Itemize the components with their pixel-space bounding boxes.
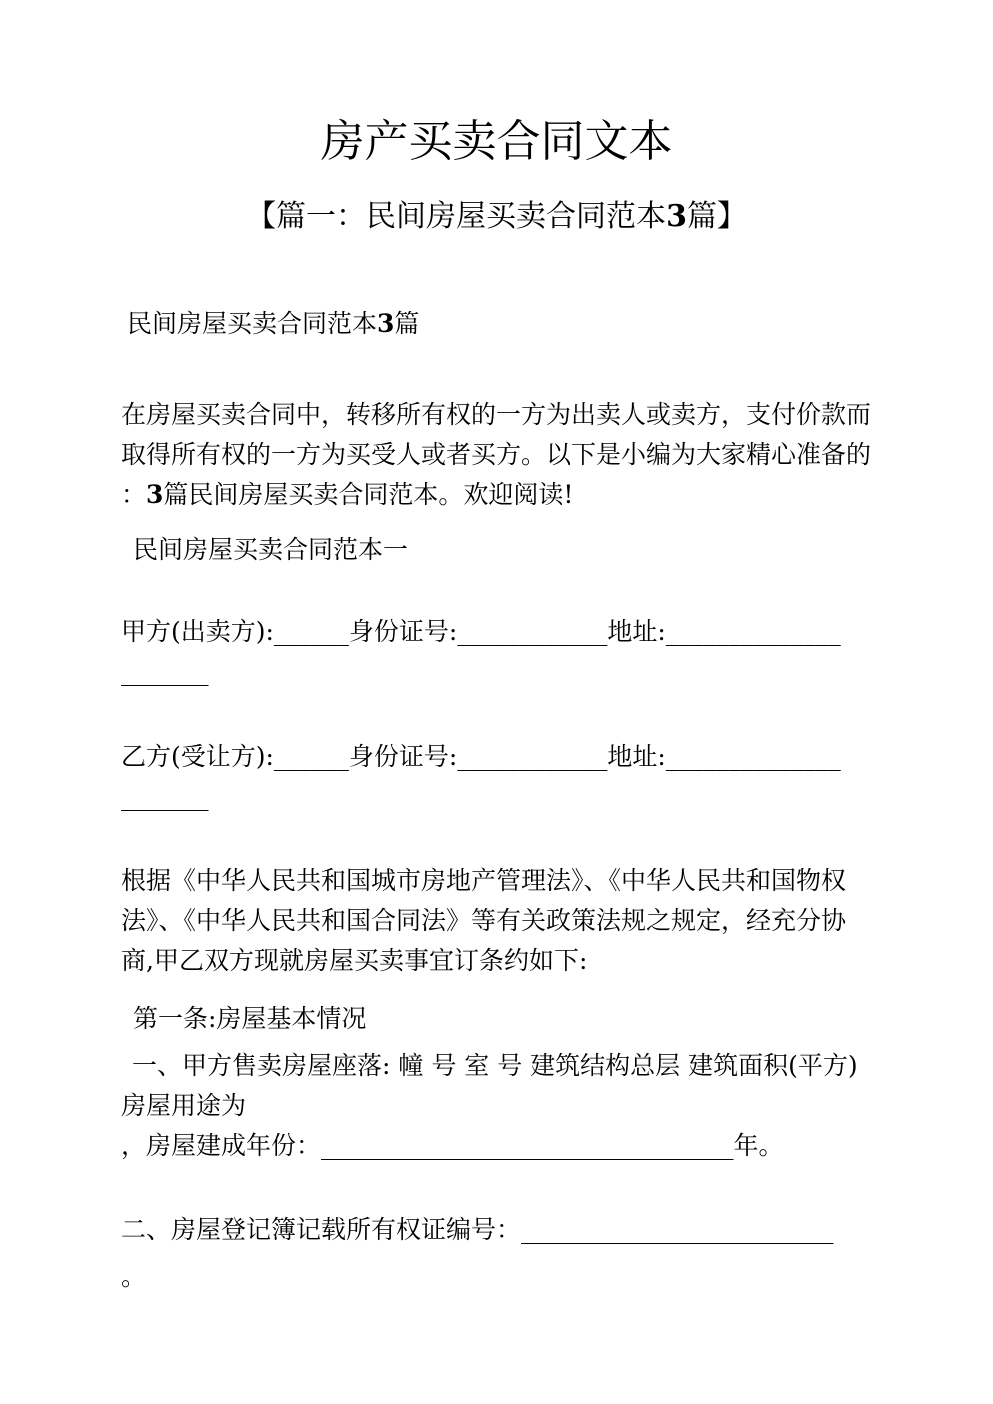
text-run: 3	[666, 199, 687, 234]
party-a-line-continuation: _______	[121, 657, 209, 686]
intro-line-3	[121, 475, 883, 515]
item-two-line: 二、房屋登记簿记载所有权证编号：_________________________	[121, 1215, 834, 1244]
text-run: 在房屋买卖合同中，转移所有权的一方为出卖人或卖方，支付价款而	[121, 400, 872, 429]
item-one-block	[121, 1046, 883, 1166]
text-run: 【篇一：民间房屋买卖合同范本	[246, 199, 667, 234]
text-run: 篇	[394, 309, 420, 338]
party-b-line-continuation: _______	[121, 782, 209, 811]
party-a-line: 甲方(出卖方):______身份证号:____________地址:______________	[121, 617, 841, 646]
text-run: ：	[121, 480, 147, 509]
document-title: 房产买卖合同文本	[320, 116, 673, 167]
text-run: 3	[146, 480, 164, 509]
list-title	[127, 304, 883, 344]
closing-period: 。	[121, 1262, 147, 1291]
item-one-line-3: ，房屋建成年份：_________________________________年。	[121, 1131, 784, 1160]
intro-line-1	[121, 395, 883, 435]
text-run: 篇】	[686, 199, 747, 234]
item-one-line-1: 一、甲方售卖房屋座落: 幢 号 室 号 建筑结构总层 建筑面积(平方)	[132, 1051, 858, 1080]
document-body	[0, 304, 993, 1297]
clause-one-heading: 第一条:房屋基本情况	[133, 1004, 367, 1033]
legal-basis-line-1: 根据《中华人民共和国城市房地产管理法》、《中华人民共和国物权	[121, 866, 847, 895]
party-b-line: 乙方(受让方):______身份证号:____________地址:______________	[121, 742, 841, 771]
section-one-heading	[0, 195, 993, 239]
party-a-block	[121, 612, 883, 692]
item-one-line-2: 房屋用途为	[121, 1091, 247, 1120]
text-run: 3	[377, 309, 395, 338]
sample-one-heading: 民间房屋买卖合同范本一	[133, 535, 409, 564]
legal-basis-line-3: 商,甲乙双方现就房屋买卖事宜订条约如下:	[121, 946, 588, 975]
intro-paragraph	[121, 395, 883, 515]
text-run: 篇民间房屋买卖合同范本。欢迎阅读!	[163, 480, 574, 509]
intro-line-2	[121, 435, 883, 475]
party-b-block	[121, 737, 883, 817]
legal-basis-paragraph	[121, 861, 883, 981]
text-run: 取得所有权的一方为买受人或者买方。以下是小编为大家精心准备的	[121, 440, 872, 469]
legal-basis-line-2: 法》、《中华人民共和国合同法》等有关政策法规之规定，经充分协	[121, 906, 847, 935]
text-run: 民间房屋买卖合同范本	[127, 309, 378, 338]
